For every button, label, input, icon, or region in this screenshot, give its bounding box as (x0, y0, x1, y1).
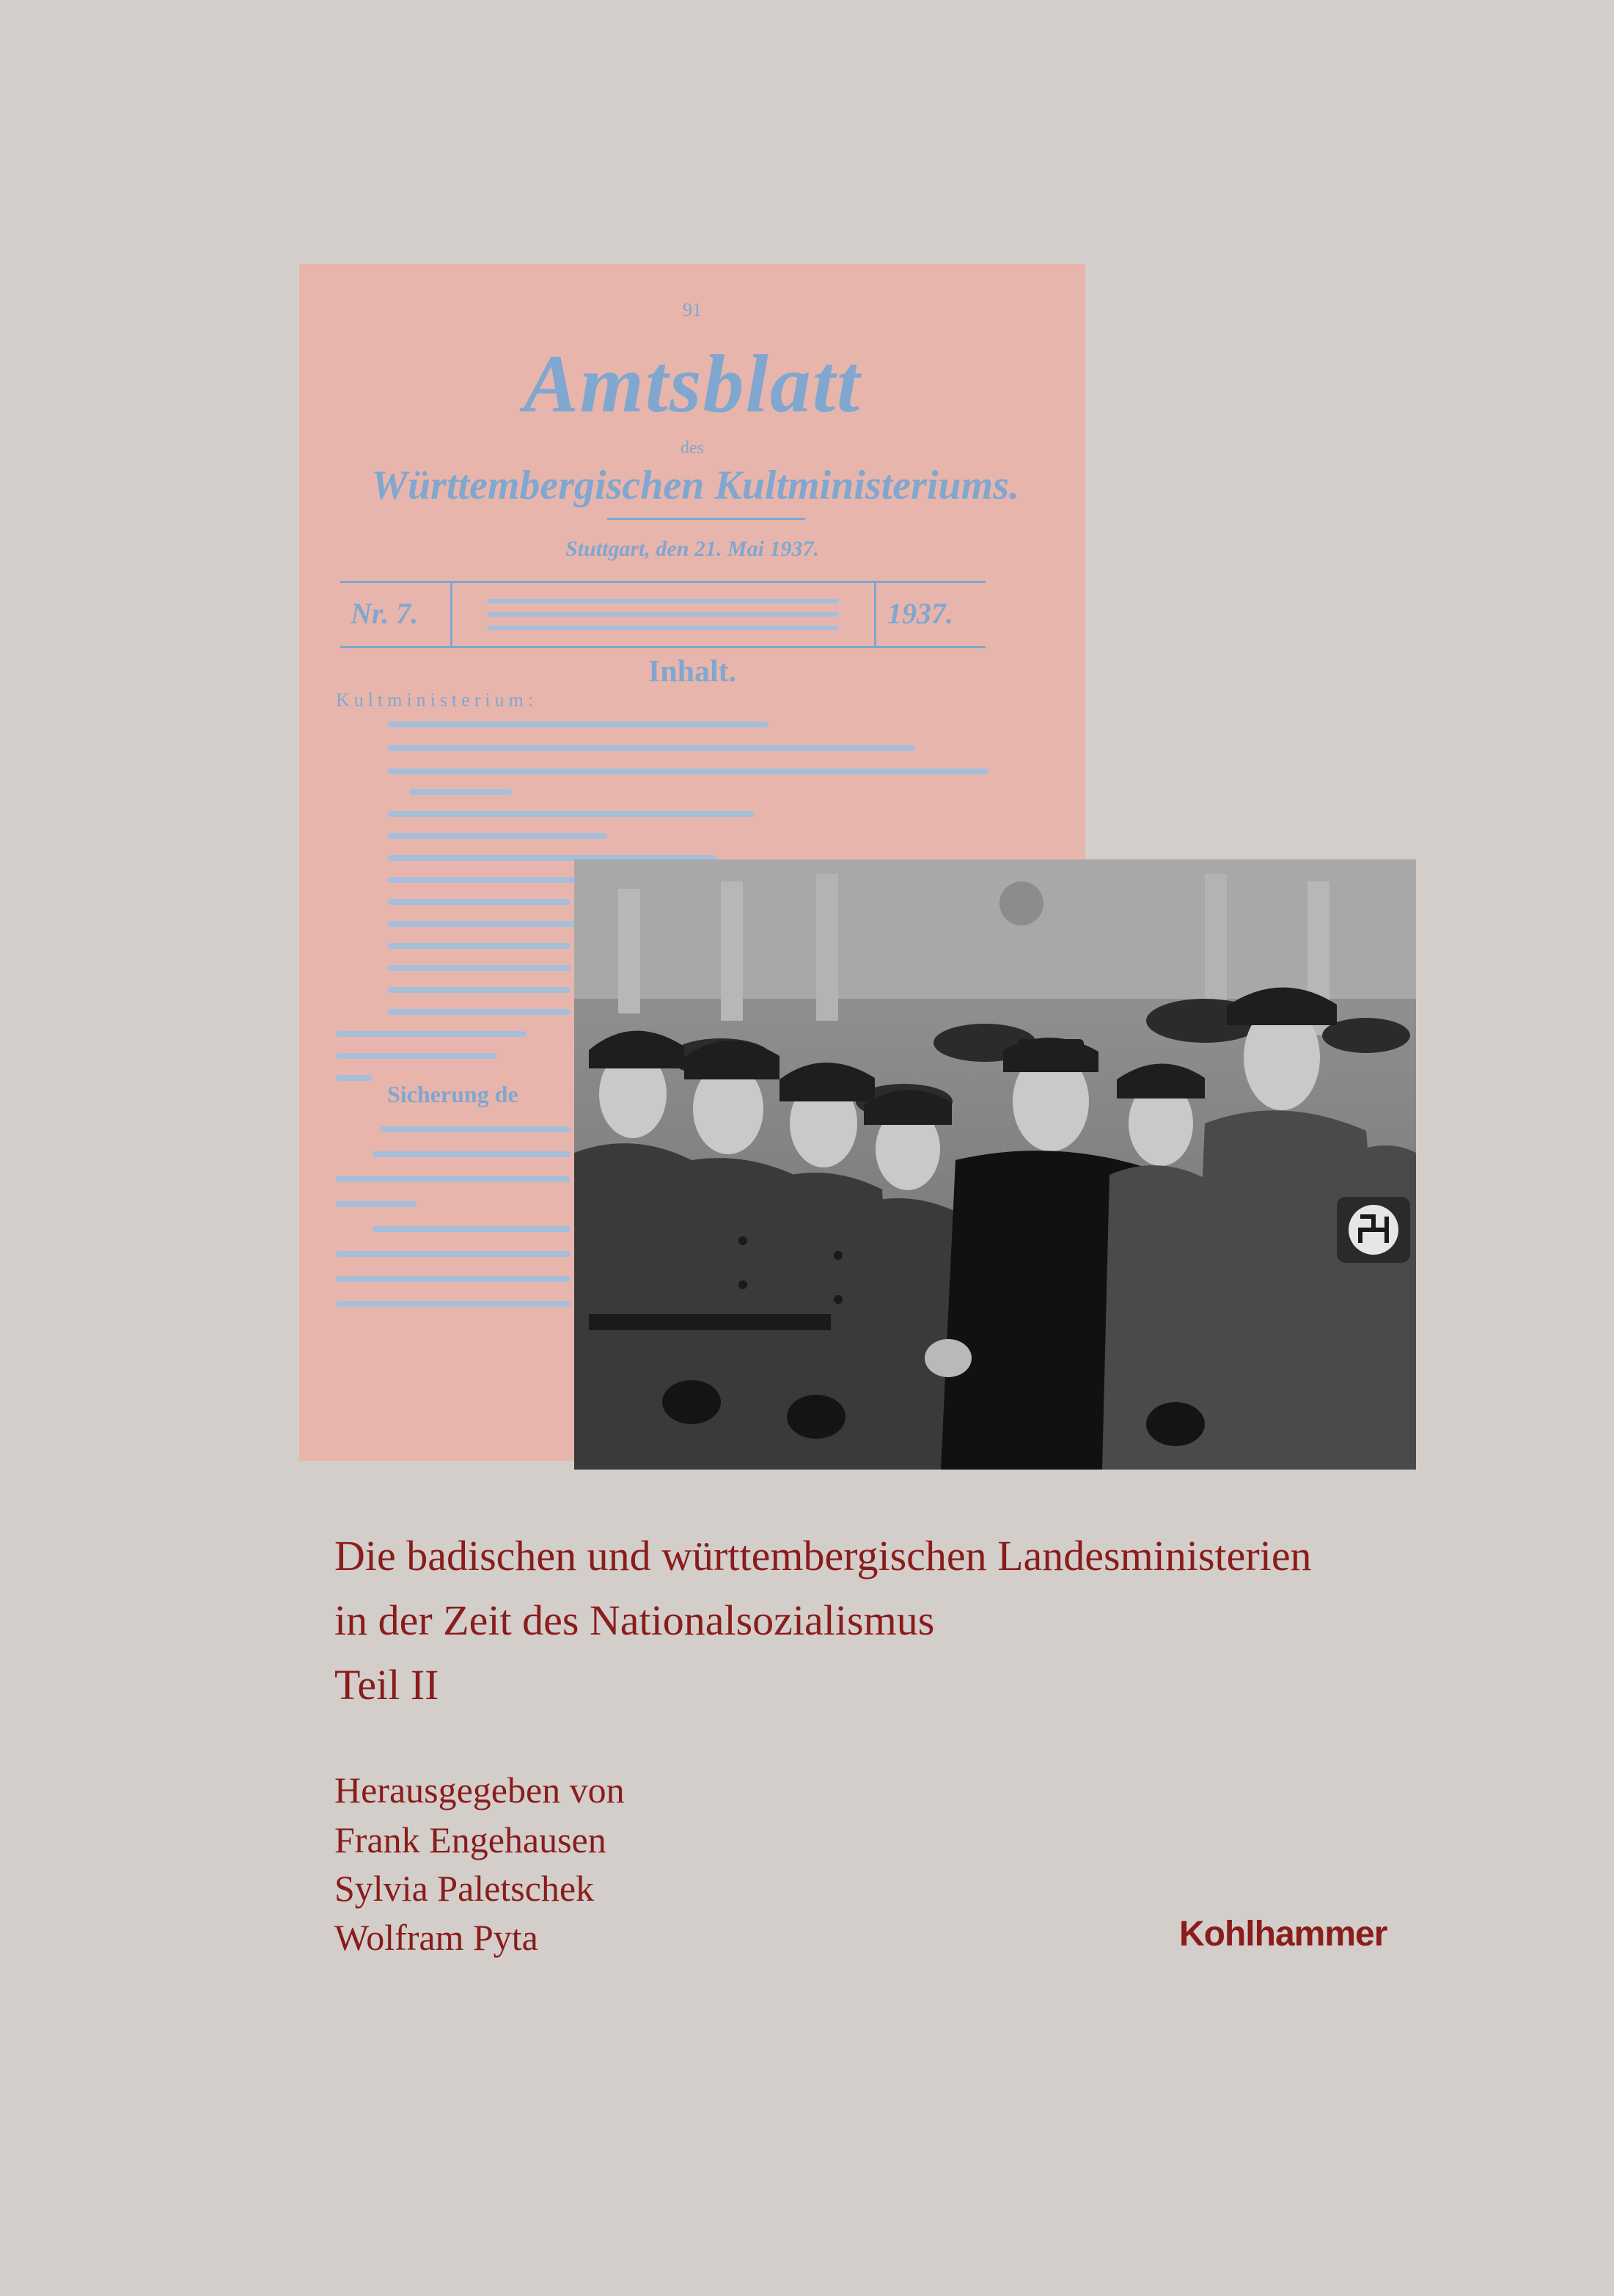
blurred-text-line (387, 769, 988, 774)
blurred-text-line (387, 987, 571, 993)
blurred-text-line (336, 1251, 571, 1257)
blurred-text-line (373, 1151, 571, 1157)
document-title: Amtsblatt (524, 339, 861, 430)
editor-name: Wolfram Pyta (334, 1917, 538, 1958)
blurred-text-line (387, 745, 915, 751)
book-title-line-1: Die badischen und württembergischen Landesministerien (334, 1532, 1312, 1580)
blurred-text-line (336, 1276, 571, 1282)
box-divider (450, 583, 452, 646)
document-ministry-label: Kultministerium: (336, 689, 538, 711)
blurred-text-line (387, 921, 578, 927)
blurred-text-line (336, 1053, 497, 1059)
group-photo-illustration (574, 859, 1416, 1470)
publisher-logo: Kohlhammer (1179, 1915, 1387, 1954)
blurred-text-line (487, 612, 839, 617)
blurred-text-line (336, 1075, 373, 1081)
document-issue-box (340, 581, 986, 648)
document-des: des (681, 439, 704, 458)
document-page-number: 91 (683, 299, 702, 320)
blurred-text-line (380, 1126, 571, 1132)
blurred-text-line (336, 1031, 527, 1037)
document-year: 1937. (887, 597, 953, 630)
blurred-text-line (387, 965, 571, 971)
blurred-text-line (373, 1226, 571, 1232)
document-issue-number: Nr. 7. (351, 597, 419, 630)
box-divider (874, 583, 876, 646)
blurred-text-line (487, 626, 839, 630)
document-date: Stuttgart, den 21. Mai 1937. (565, 537, 819, 561)
blurred-text-line (487, 599, 839, 604)
document-section-heading: Sicherung de (387, 1081, 518, 1107)
blurred-text-line (387, 811, 754, 817)
blurred-text-line (336, 1201, 417, 1207)
blurred-text-line (336, 1176, 571, 1182)
editor-name: Frank Engehausen (334, 1819, 606, 1860)
blurred-text-line (409, 789, 512, 795)
blurred-text-line (387, 943, 571, 949)
book-title-line-2: in der Zeit des Nationalsozialismus (334, 1596, 935, 1644)
blurred-text-line (387, 833, 607, 839)
editors-label: Herausgegeben von (334, 1769, 625, 1811)
group-photo-icon (574, 859, 1416, 1470)
document-divider (607, 518, 805, 520)
document-subtitle: Württembergischen Kultministeriums. (371, 463, 1019, 508)
blurred-text-line (336, 1301, 571, 1307)
editor-name: Sylvia Paletschek (334, 1868, 595, 1909)
book-title-part: Teil II (334, 1661, 439, 1709)
blurred-text-line (387, 899, 571, 905)
blurred-text-line (387, 722, 769, 727)
blurred-text-line (387, 1009, 571, 1015)
document-contents-heading: Inhalt. (648, 655, 737, 689)
